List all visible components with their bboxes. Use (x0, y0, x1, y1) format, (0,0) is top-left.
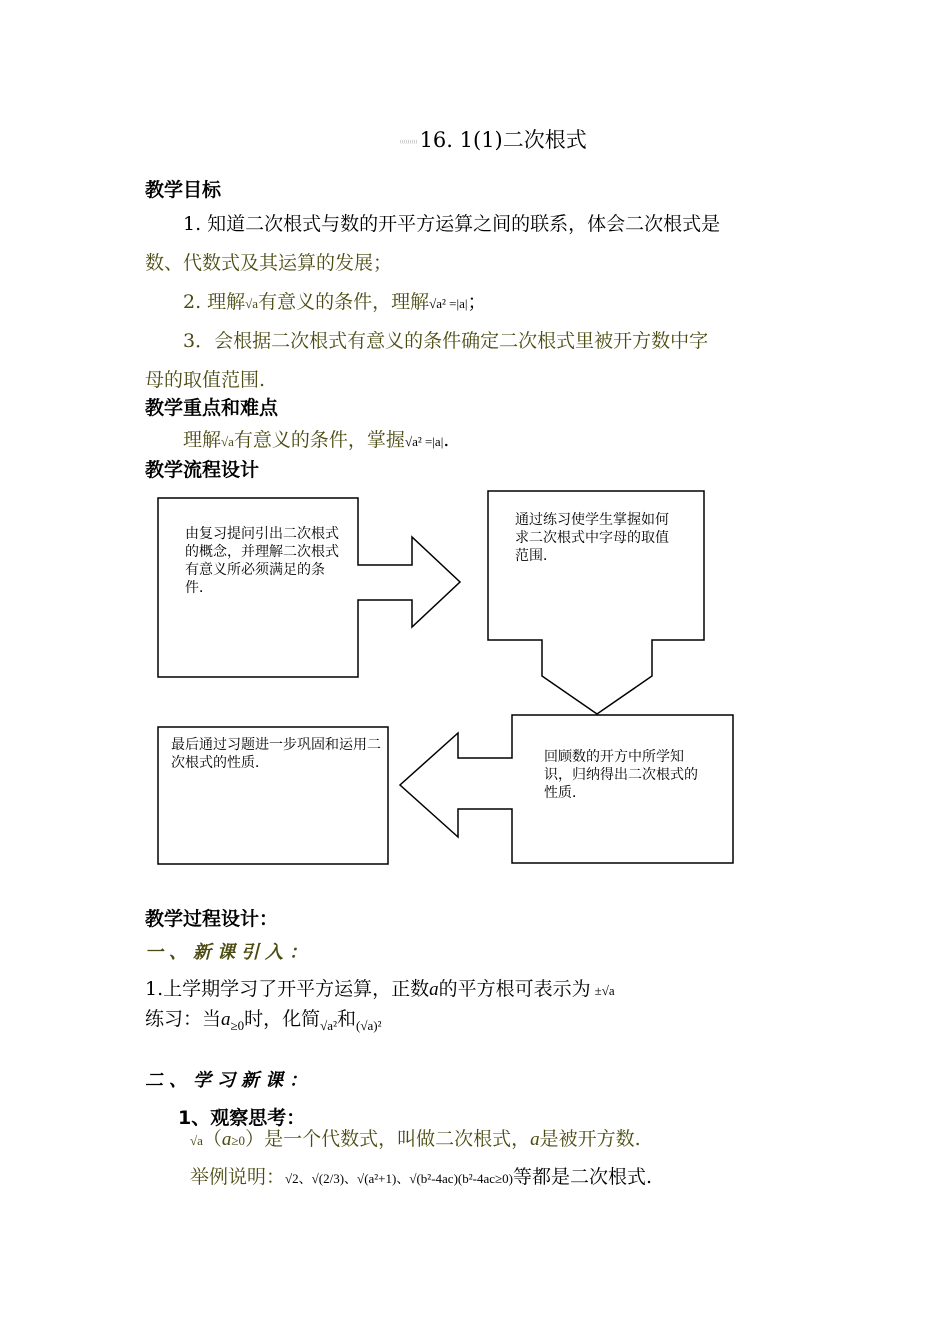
section-1-heading: 一、新课引入： (145, 942, 313, 963)
sqrt-a-formula: √a (190, 1133, 203, 1148)
intro-line-2: 练习：当$a_{\ge 0}$时，化简$_{√a^2}$和$_{(√a)^2}$ (145, 1008, 382, 1033)
keypoints-heading: 教学重点和难点 (145, 397, 279, 419)
sqrt-a-formula: √a (245, 296, 259, 311)
keypoints-text: 理解√a有意义的条件，掌握√a² =|a|. (183, 429, 450, 451)
goals-heading: 教学目标 (145, 179, 222, 201)
abs-formula: √a² =|a| (429, 296, 468, 311)
goal-3-line-2: 母的取值范围. (145, 369, 266, 391)
examples-line: 举例说明：√2、√(2/3)、√(a²+1)、√(b²-4ac)(b²-4ac≥0)等都是二次根式. (190, 1166, 653, 1188)
section-2-heading: 二、学习新课： (145, 1070, 313, 1091)
definition-line: √a（a≥0）是一个代数式，叫做二次根式，a是被开方数. (190, 1128, 641, 1150)
abs-formula: √a² =|a| (404, 434, 444, 449)
example-formulas: √2、√(2/3)、√(a²+1)、√(b²-4ac)(b²-4ac≥0) (285, 1171, 513, 1186)
flow-box-4: 最后通过习题进一步巩固和运用二次根式的性质． (171, 737, 381, 771)
plus-minus-sqrt-formula: ±√a (594, 983, 615, 998)
flow-box-1: 由复习提问引出二次根式的概念，并理解二次根式有意义所必须满足的条件． (185, 526, 339, 596)
goal-1-line-1: 1. 知道二次根式与数的开平方运算之间的联系，体会二次根式是 (183, 213, 721, 235)
flow-heading: 教学流程设计 (145, 459, 260, 481)
title-marker: ((((((((( (400, 138, 418, 145)
goal-1-line-2: 数、代数式及其运算的发展； (145, 252, 393, 274)
flow-box-2: 通过练习使学生掌握如何求二次根式中字母的取值范围． (515, 512, 669, 564)
goal-2: 2. 理解√a有意义的条件，理解√a² =|a|； (183, 291, 487, 313)
process-heading: 教学过程设计： (145, 908, 279, 930)
goal-3-line-1: 3．会根据二次根式有意义的条件确定二次根式里被开方数中字 (183, 330, 709, 352)
intro-line-1: 1.上学期学习了开平方运算，正数a的平方根可表示为 ±√a (145, 978, 615, 1000)
sqrt-a-squared-formula: √a² (320, 1017, 337, 1033)
sqrt-a-then-squared-formula: (√a)² (356, 1017, 382, 1033)
title-text: 16. 1(1)二次根式 (419, 128, 587, 152)
sqrt-a-formula: √a (221, 434, 234, 449)
flow-box-3: 回顾数的开方中所学知识，归纳得出二次根式的性质． (544, 749, 698, 801)
subsection-observe: 1、观察思考： (178, 1107, 306, 1129)
